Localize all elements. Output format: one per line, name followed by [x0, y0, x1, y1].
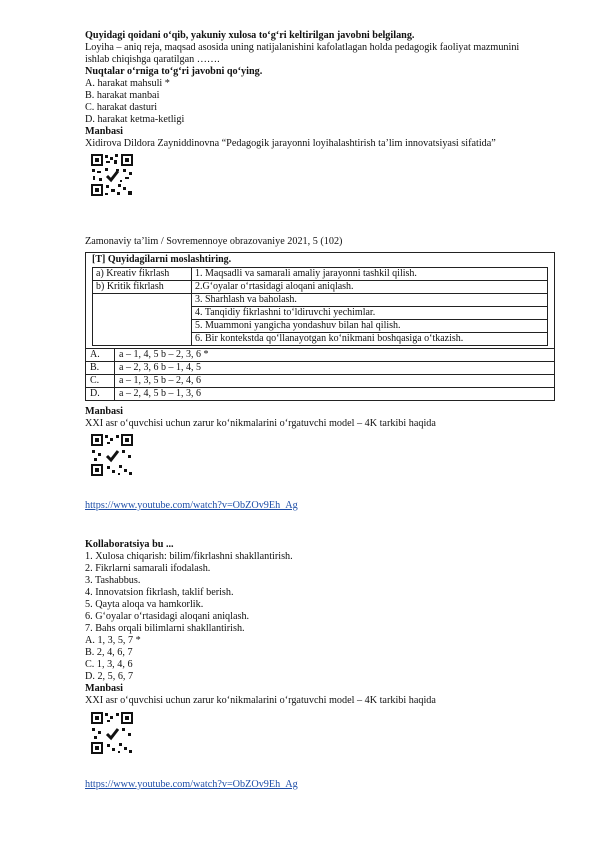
- right-item-6: 6. Bir kontekstda qo‘llanayotgan ko‘nikmani boshqasiga o‘tkazish.: [192, 333, 548, 346]
- qr-code-icon: [90, 433, 134, 477]
- right-item-4: 4. Tanqidiy fikrlashni to‘ldiruvchi yechimlar.: [192, 307, 548, 320]
- q1-option-b: B. harakat manbai: [85, 90, 160, 101]
- matching-table: [85, 252, 555, 401]
- q3-source-label: Manbasi: [85, 683, 123, 694]
- q3-item-1: 1. Xulosa chiqarish: bilim/fikrlashni shakllantirish.: [85, 551, 293, 562]
- q1-source-label: Manbasi: [85, 126, 123, 137]
- right-item-5: 5. Muammoni yangicha yondashuv bilan hal qilish.: [192, 320, 548, 333]
- right-item-3: 3. Sharhlash va baholash.: [192, 294, 548, 307]
- left-item-b: b) Kritik fikrlash: [93, 281, 192, 294]
- answer-c-letter: C.: [86, 375, 115, 388]
- q2-source-label: Manbasi: [85, 406, 123, 417]
- q3-item-3: 3. Tashabbus.: [85, 575, 141, 586]
- q3-option-b: B. 2, 4, 6, 7: [85, 647, 133, 658]
- answer-b-letter: B.: [86, 362, 115, 375]
- answer-d-letter: D.: [86, 388, 115, 401]
- q3-option-a: A. 1, 3, 5, 7 *: [85, 635, 141, 646]
- right-item-1: 1. Maqsadli va samarali amaliy jarayonni tashkil qilish.: [192, 268, 548, 281]
- q1-option-a: A. harakat mahsuli *: [85, 78, 170, 89]
- q3-item-7: 7. Bahs orqali bilimlarni shakllantirish.: [85, 623, 245, 634]
- q1-instruction: Nuqtalar o‘rniga to‘g‘ri javobni qo‘ying.: [85, 66, 263, 77]
- answer-d-text: a – 2, 4, 5 b – 1, 3, 6: [115, 388, 555, 401]
- q3-youtube-link[interactable]: https://www.youtube.com/watch?v=ObZOv9Eh_Ag: [85, 779, 298, 790]
- q3-item-2: 2. Fikrlarni samarali ifodalash.: [85, 563, 211, 574]
- left-item-a: a) Kreativ fikrlash: [93, 268, 192, 281]
- answer-b-text: a – 2, 3, 6 b – 1, 4, 5: [115, 362, 555, 375]
- answer-c-text: a – 1, 3, 5 b – 2, 4, 6: [115, 375, 555, 388]
- matching-inner-table: [92, 267, 548, 346]
- q2-source-text: XXI asr o‘quvchisi uchun zarur ko‘nikmalarini o‘rgatuvchi model – 4K tarkibi haqida: [85, 418, 436, 429]
- answer-a-letter: A.: [86, 349, 115, 362]
- q3-source-text: XXI asr o‘quvchisi uchun zarur ko‘nikmalarini o‘rgatuvchi model – 4K tarkibi haqida: [85, 695, 436, 706]
- q1-option-d: D. harakat ketma-ketligi: [85, 114, 185, 125]
- q3-option-c: C. 1, 3, 4, 6: [85, 659, 133, 670]
- q3-item-5: 5. Qayta aloqa va hamkorlik.: [85, 599, 204, 610]
- qr-code-icon: [90, 711, 134, 755]
- q1-citation: Zamonaviy ta’lim / Sovremennoye obrazovaniye 2021, 5 (102): [85, 236, 343, 247]
- q1-text-line1: Loyiha – aniq reja, maqsad asosida uning natijalanishini kafolatlagan holda pedagogik faoliyat mazmunini: [85, 42, 520, 53]
- q1-source-text: Xidirova Dildora Zayniddinovna “Pedagogik jarayonni loyihalashtirish ta’lim innovatsiyasi sifatida”: [85, 138, 496, 149]
- q3-heading: Kollaboratsiya bu ...: [85, 539, 174, 550]
- answer-a-text: a – 1, 4, 5 b – 2, 3, 6 *: [115, 349, 555, 362]
- q1-option-c: C. harakat dasturi: [85, 102, 158, 113]
- q1-heading: Quyidagi qoidani o‘qib, yakuniy xulosa to‘g‘ri keltirilgan javobni belgilang.: [85, 30, 415, 41]
- q3-item-6: 6. G‘oyalar o‘rtasidagi aloqani aniqlash.: [85, 611, 250, 622]
- right-item-2: 2.G‘oyalar o‘rtasidagi aloqani aniqlash.: [192, 281, 548, 294]
- qr-code-icon: [90, 153, 134, 197]
- q1-text-line2: ishlab chiqishga qaratilgan …….: [85, 54, 220, 65]
- q3-option-d: D. 2, 5, 6, 7: [85, 671, 134, 682]
- q2-heading: [T] Quyidagilarni moslashtiring.: [92, 254, 232, 265]
- q2-youtube-link[interactable]: https://www.youtube.com/watch?v=ObZOv9Eh_Ag: [85, 500, 298, 511]
- q3-item-4: 4. Innovatsion fikrlash, taklif berish.: [85, 587, 234, 598]
